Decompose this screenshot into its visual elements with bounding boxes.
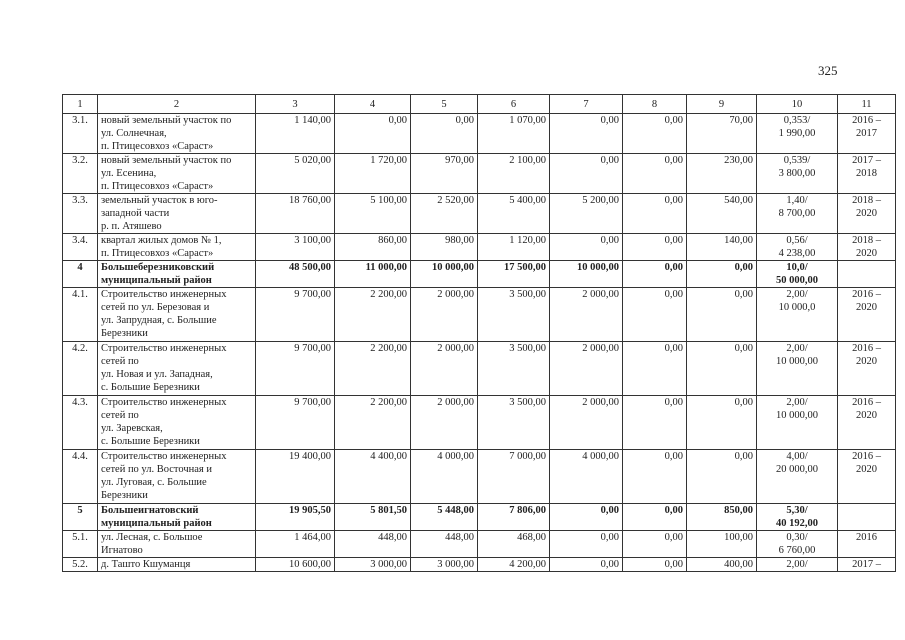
cell-line: 1,40/: [786, 195, 808, 206]
header-cell: 9: [687, 95, 757, 114]
cell-v5: 2 000,00: [411, 288, 478, 342]
cell-v3: 5 020,00: [256, 154, 335, 194]
cell-line: сетей по ул. Восточная и: [101, 464, 212, 475]
cell-v5: 5 448,00: [411, 504, 478, 531]
cell-line: Строительство инженерных: [101, 343, 227, 354]
header-row: [63, 95, 896, 114]
cell-line: сетей по: [101, 410, 139, 421]
cell-name: [98, 114, 256, 154]
cell-v7: 0,00: [550, 234, 623, 261]
cell-v6: 7 806,00: [478, 504, 550, 531]
cell-name: [98, 450, 256, 504]
cell-v7: 0,00: [550, 114, 623, 154]
cell-v10: [757, 194, 838, 234]
cell-line: р. п. Атяшево: [101, 221, 162, 232]
table-row: [63, 154, 896, 194]
cell-v4: 4 400,00: [335, 450, 411, 504]
cell-v10: [757, 504, 838, 531]
cell-v6: 2 100,00: [478, 154, 550, 194]
cell-v9: 0,00: [687, 342, 757, 396]
cell-name: [98, 396, 256, 450]
cell-line: Строительство инженерных: [101, 451, 227, 462]
cell-line: Игнатово: [101, 545, 143, 556]
cell-name: [98, 558, 256, 572]
cell-num: 5.2.: [63, 558, 98, 572]
cell-v10: [757, 531, 838, 558]
cell-line: 2017 –: [852, 559, 881, 570]
cell-v5: 970,00: [411, 154, 478, 194]
table-row: [63, 450, 896, 504]
cell-v8: 0,00: [623, 114, 687, 154]
cell-v4: 2 200,00: [335, 396, 411, 450]
cell-line: 2,00/: [786, 343, 808, 354]
cell-v10: [757, 234, 838, 261]
cell-v11: [838, 194, 896, 234]
cell-v9: 70,00: [687, 114, 757, 154]
cell-v3: 1 464,00: [256, 531, 335, 558]
cell-v8: 0,00: [623, 450, 687, 504]
cell-line: с. Большие Березники: [101, 436, 200, 447]
cell-line: с. Большие Березники: [101, 382, 200, 393]
cell-v9: 540,00: [687, 194, 757, 234]
cell-v8: 0,00: [623, 558, 687, 572]
cell-line: 0,539/: [783, 155, 811, 166]
cell-v4: 11 000,00: [335, 261, 411, 288]
table-row: [63, 261, 896, 288]
cell-v8: 0,00: [623, 154, 687, 194]
cell-line: 40 192,00: [776, 518, 818, 529]
cell-line: 2016: [856, 532, 877, 543]
cell-v3: 1 140,00: [256, 114, 335, 154]
cell-line: 2018 –: [852, 235, 881, 246]
cell-line: 2018 –: [852, 195, 881, 206]
cell-v5: 3 000,00: [411, 558, 478, 572]
cell-line: 10 000,0: [778, 302, 816, 313]
table-row: [63, 558, 896, 572]
cell-v5: 2 000,00: [411, 396, 478, 450]
cell-v8: 0,00: [623, 531, 687, 558]
cell-line: 2020: [856, 208, 877, 219]
cell-line: квартал жилых домов № 1,: [101, 235, 222, 246]
cell-v11: [838, 396, 896, 450]
cell-line: Большеберезниковский: [101, 262, 215, 273]
cell-line: ул. Заревская,: [101, 423, 163, 434]
cell-line: Березники: [101, 490, 148, 501]
cell-v10: [757, 342, 838, 396]
cell-v11: [838, 234, 896, 261]
cell-line: ул. Запрудная, с. Большие: [101, 315, 217, 326]
header-cell: 3: [256, 95, 335, 114]
cell-v7: 0,00: [550, 154, 623, 194]
cell-line: 0,56/: [786, 235, 808, 246]
cell-v8: 0,00: [623, 261, 687, 288]
cell-line: 0,353/: [783, 115, 811, 126]
cell-v4: 2 200,00: [335, 342, 411, 396]
cell-line: сетей по ул. Березовая и: [101, 302, 210, 313]
cell-line: 2016 –: [852, 343, 881, 354]
cell-line: Строительство инженерных: [101, 289, 227, 300]
cell-line: п. Птицесовхоз «Сараст»: [101, 248, 214, 259]
cell-num: 4.1.: [63, 288, 98, 342]
cell-name: [98, 234, 256, 261]
cell-line: 2018: [856, 168, 877, 179]
cell-v8: 0,00: [623, 234, 687, 261]
cell-v3: 9 700,00: [256, 342, 335, 396]
cell-line: 20 000,00: [776, 464, 818, 475]
cell-line: новый земельный участок по: [101, 155, 232, 166]
header-cell: 4: [335, 95, 411, 114]
cell-v6: 4 200,00: [478, 558, 550, 572]
cell-line: 10 000,00: [776, 410, 818, 421]
cell-v9: 0,00: [687, 450, 757, 504]
table-row: [63, 504, 896, 531]
cell-line: 2016 –: [852, 451, 881, 462]
cell-v8: 0,00: [623, 504, 687, 531]
cell-line: западной части: [101, 208, 170, 219]
cell-line: земельный участок в юго-: [101, 195, 218, 206]
cell-v11: [838, 504, 896, 531]
cell-line: 2017: [856, 128, 877, 139]
cell-v7: 2 000,00: [550, 396, 623, 450]
cell-name: [98, 261, 256, 288]
cell-line: 10 000,00: [776, 356, 818, 367]
cell-v11: [838, 558, 896, 572]
cell-v9: 0,00: [687, 396, 757, 450]
cell-v7: 5 200,00: [550, 194, 623, 234]
cell-num: 3.4.: [63, 234, 98, 261]
table-row: [63, 234, 896, 261]
cell-line: новый земельный участок по: [101, 115, 232, 126]
cell-v7: 10 000,00: [550, 261, 623, 288]
cell-v6: 1 070,00: [478, 114, 550, 154]
cell-v10: [757, 288, 838, 342]
cell-line: Большеигнатовский: [101, 505, 199, 516]
cell-v3: 9 700,00: [256, 396, 335, 450]
cell-v4: 5 100,00: [335, 194, 411, 234]
cell-v6: 3 500,00: [478, 396, 550, 450]
cell-v7: 4 000,00: [550, 450, 623, 504]
cell-v3: 48 500,00: [256, 261, 335, 288]
cell-v10: [757, 114, 838, 154]
cell-v4: 860,00: [335, 234, 411, 261]
cell-v3: 10 600,00: [256, 558, 335, 572]
cell-num: 4: [63, 261, 98, 288]
cell-v8: 0,00: [623, 396, 687, 450]
cell-v10: [757, 450, 838, 504]
cell-num: 5.1.: [63, 531, 98, 558]
table-row: [63, 114, 896, 154]
cell-v6: 5 400,00: [478, 194, 550, 234]
cell-line: 2017 –: [852, 155, 881, 166]
header-cell: 11: [838, 95, 896, 114]
data-table: [62, 94, 896, 572]
cell-num: 3.1.: [63, 114, 98, 154]
cell-v3: 19 400,00: [256, 450, 335, 504]
cell-line: 2,00/: [786, 559, 808, 570]
cell-v6: 468,00: [478, 531, 550, 558]
cell-line: 10,0/: [786, 262, 808, 273]
cell-name: [98, 154, 256, 194]
cell-v9: 140,00: [687, 234, 757, 261]
cell-v9: 850,00: [687, 504, 757, 531]
cell-line: 2016 –: [852, 289, 881, 300]
cell-line: сетей по: [101, 356, 139, 367]
cell-v3: 19 905,50: [256, 504, 335, 531]
table-row: [63, 342, 896, 396]
cell-v6: 3 500,00: [478, 288, 550, 342]
cell-v6: 3 500,00: [478, 342, 550, 396]
cell-line: 6 760,00: [778, 545, 816, 556]
table-row: [63, 396, 896, 450]
cell-v4: 0,00: [335, 114, 411, 154]
cell-v5: 2 520,00: [411, 194, 478, 234]
cell-v7: 0,00: [550, 504, 623, 531]
cell-line: ул. Лесная, с. Большое: [101, 532, 203, 543]
cell-v10: [757, 154, 838, 194]
page-number: 325: [818, 63, 838, 78]
cell-v6: 7 000,00: [478, 450, 550, 504]
cell-name: [98, 342, 256, 396]
cell-v9: 400,00: [687, 558, 757, 572]
cell-v3: 9 700,00: [256, 288, 335, 342]
cell-line: п. Птицесовхоз «Сараст»: [101, 181, 214, 192]
cell-line: муниципальный район: [101, 518, 212, 529]
cell-line: 0,30/: [786, 532, 808, 543]
header-cell: 7: [550, 95, 623, 114]
cell-name: [98, 194, 256, 234]
cell-name: [98, 504, 256, 531]
cell-num: 3.3.: [63, 194, 98, 234]
cell-line: 3 800,00: [778, 168, 816, 179]
header-cell: 8: [623, 95, 687, 114]
cell-v8: 0,00: [623, 342, 687, 396]
cell-line: 8 700,00: [778, 208, 816, 219]
cell-v5: 4 000,00: [411, 450, 478, 504]
cell-v4: 2 200,00: [335, 288, 411, 342]
cell-num: 4.2.: [63, 342, 98, 396]
cell-num: 5: [63, 504, 98, 531]
cell-line: Строительство инженерных: [101, 397, 227, 408]
cell-line: 2020: [856, 464, 877, 475]
cell-v9: 100,00: [687, 531, 757, 558]
cell-line: 2020: [856, 356, 877, 367]
cell-line: 5,30/: [786, 505, 808, 516]
cell-v10: [757, 558, 838, 572]
table-row: [63, 288, 896, 342]
cell-line: 1 990,00: [778, 128, 816, 139]
cell-v5: 0,00: [411, 114, 478, 154]
cell-v4: 1 720,00: [335, 154, 411, 194]
cell-v5: 2 000,00: [411, 342, 478, 396]
cell-v11: [838, 114, 896, 154]
cell-line: 2,00/: [786, 289, 808, 300]
cell-line: Березники: [101, 328, 148, 339]
cell-num: 4.4.: [63, 450, 98, 504]
cell-line: ул. Есенина,: [101, 168, 157, 179]
cell-v11: [838, 261, 896, 288]
cell-line: ул. Луговая, с. Большие: [101, 477, 207, 488]
cell-v7: 2 000,00: [550, 288, 623, 342]
cell-v9: 0,00: [687, 261, 757, 288]
cell-v4: 5 801,50: [335, 504, 411, 531]
cell-line: 2016 –: [852, 397, 881, 408]
cell-num: 3.2.: [63, 154, 98, 194]
cell-v10: [757, 396, 838, 450]
cell-v8: 0,00: [623, 194, 687, 234]
cell-v11: [838, 342, 896, 396]
cell-line: муниципальный район: [101, 275, 212, 286]
cell-v3: 18 760,00: [256, 194, 335, 234]
table-row: [63, 531, 896, 558]
cell-v5: 10 000,00: [411, 261, 478, 288]
cell-v9: 230,00: [687, 154, 757, 194]
cell-name: [98, 531, 256, 558]
cell-v5: 448,00: [411, 531, 478, 558]
cell-v11: [838, 288, 896, 342]
cell-v11: [838, 450, 896, 504]
table-row: [63, 194, 896, 234]
cell-line: ул. Солнечная,: [101, 128, 167, 139]
cell-v7: 2 000,00: [550, 342, 623, 396]
cell-v9: 0,00: [687, 288, 757, 342]
cell-v4: 3 000,00: [335, 558, 411, 572]
cell-v4: 448,00: [335, 531, 411, 558]
header-cell: 10: [757, 95, 838, 114]
header-cell: 6: [478, 95, 550, 114]
cell-line: 2020: [856, 410, 877, 421]
header-cell: 1: [63, 95, 98, 114]
cell-line: 2,00/: [786, 397, 808, 408]
cell-line: 50 000,00: [776, 275, 818, 286]
cell-num: 4.3.: [63, 396, 98, 450]
cell-line: 2020: [856, 302, 877, 313]
cell-line: 4 238,00: [778, 248, 816, 259]
cell-line: 2016 –: [852, 115, 881, 126]
cell-line: д. Ташто Кшуманця: [101, 559, 191, 570]
cell-line: ул. Новая и ул. Западная,: [101, 369, 213, 380]
cell-v6: 1 120,00: [478, 234, 550, 261]
cell-v6: 17 500,00: [478, 261, 550, 288]
cell-v10: [757, 261, 838, 288]
cell-v5: 980,00: [411, 234, 478, 261]
cell-line: п. Птицесовхоз «Сараст»: [101, 141, 214, 152]
cell-v11: [838, 531, 896, 558]
cell-v8: 0,00: [623, 288, 687, 342]
cell-v3: 3 100,00: [256, 234, 335, 261]
cell-v7: 0,00: [550, 531, 623, 558]
cell-line: 2020: [856, 248, 877, 259]
cell-name: [98, 288, 256, 342]
header-cell: 5: [411, 95, 478, 114]
cell-line: 4,00/: [786, 451, 808, 462]
header-cell: 2: [98, 95, 256, 114]
cell-v7: 0,00: [550, 558, 623, 572]
cell-v11: [838, 154, 896, 194]
